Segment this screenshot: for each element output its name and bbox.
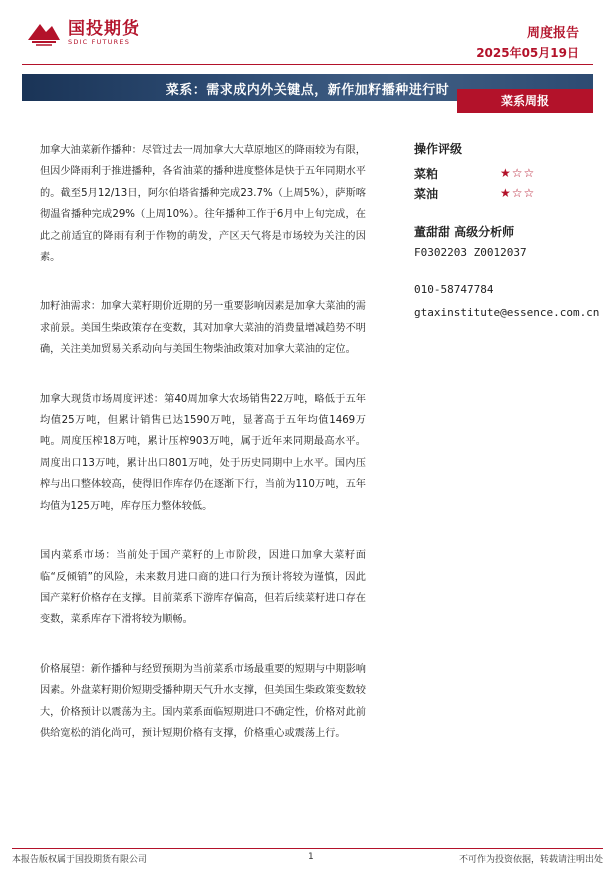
analyst-certificate: F0302203 Z0012037 bbox=[414, 246, 527, 259]
company-logo bbox=[26, 18, 140, 48]
paragraph-canada-planting: 加拿大油菜新作播种：尽管过去一周加拿大大草原地区的降雨较为有限，但因少降雨利于推进播种，各省油菜的播种进度整体是快于五年同期水平的。截至5月12/13日，阿尔伯塔省播种完成23.7%（上周5%），萨斯喀彻温省播种完成29%（上周10%）。往年播种工作于6月中上旬完成，在此之前适宜的降雨有利于作物的萌发，产区天气将是市场较为关注的因素。 bbox=[40, 145, 366, 264]
paragraph-domestic-market: 国内菜系市场：当前处于国产菜籽的上市阶段，因进口加拿大菜籽面临“反倾销”的风险，未来数月进口商的进口行为预计将较为谨慎，因此国产菜籽价格存在支撑。目前菜系下游库存偏高，但若后续菜籽进口存在变数，菜系库存下滑将较为顺畅。 bbox=[40, 550, 366, 626]
star-empty-icon: ☆☆ bbox=[511, 166, 536, 180]
report-type: 周度报告 bbox=[526, 26, 579, 41]
star-rating bbox=[500, 186, 535, 200]
star-rating bbox=[500, 166, 535, 180]
star-filled-icon: ★ bbox=[500, 166, 512, 180]
footer-divider bbox=[12, 848, 603, 849]
page-header bbox=[0, 0, 615, 72]
rating-heading: 操作评级 bbox=[414, 142, 463, 156]
paragraph-price-outlook: 价格展望：新作播种与经贸预期为当前菜系市场最重要的短期与中期影响因素。外盘菜籽期价短期受播种期天气升水支撑，但美国生柴政策变数较大，价格预计以震荡为主。国内菜系面临短期进口不确定性，价格对此前供给宽松的消化尚可，预计短期价格有支撑，价格重心或震荡上行。 bbox=[40, 663, 366, 739]
logo-english-name: SDIC FUTURES bbox=[68, 38, 131, 46]
analyst-phone: 010-58747784 bbox=[414, 283, 494, 296]
footer-disclaimer: 不可作为投资依据，转载请注明出处 bbox=[458, 855, 603, 865]
rating-product-name: 菜粕 bbox=[414, 166, 439, 181]
paragraph-canola-oil-demand: 加籽油需求：加拿大菜籽期价近期的另一重要影响因素是加拿大菜油的需求前景。美国生柴政策存在变数，其对加拿大菜油的消费量增减趋势不明确，关注美加贸易关系动向与美国生物柴油政策对加拿大菜油的定位。 bbox=[40, 301, 366, 356]
report-category-tag: 菜系周报 bbox=[457, 89, 593, 113]
rating-row bbox=[414, 163, 609, 183]
analyst-email[interactable]: gtaxinstitute@essence.com.cn bbox=[414, 306, 600, 319]
analyst-name: 董甜甜 高级分析师 bbox=[414, 225, 515, 239]
footer-copyright: 本报告版权属于国投期货有限公司 bbox=[12, 855, 148, 865]
report-title: 菜系：需求成内外关键点，新作加籽播种进行时 bbox=[165, 83, 450, 98]
header-divider bbox=[22, 64, 593, 65]
rating-row bbox=[414, 183, 609, 203]
main-content bbox=[40, 140, 366, 772]
page-number: 1 bbox=[308, 852, 314, 862]
report-date: 2025年05月19日 bbox=[476, 46, 579, 60]
star-empty-icon: ☆☆ bbox=[511, 186, 536, 200]
star-filled-icon: ★ bbox=[500, 186, 512, 200]
sdic-logo-icon bbox=[26, 18, 62, 48]
logo-chinese-name: 国投期货 bbox=[68, 19, 140, 39]
rating-product-name: 菜油 bbox=[414, 186, 439, 201]
sidebar bbox=[414, 140, 609, 319]
paragraph-canada-spot-market: 加拿大现货市场周度评述：第40周加拿大农场销售22万吨，略低于五年均值25万吨，但累计销售已达1590万吨，显著高于五年均值1469万吨。周度压榨18万吨，累计压榨903万吨，属于近年来同期最高水平。周度出口13万吨，累计出口801万吨，处于历史同期中上水平。国内压榨与出口整体较高，使得旧作库存仍在逐渐下行，当前为110万吨，五年均值为125万吨，库存压力整体较低。 bbox=[40, 393, 366, 512]
